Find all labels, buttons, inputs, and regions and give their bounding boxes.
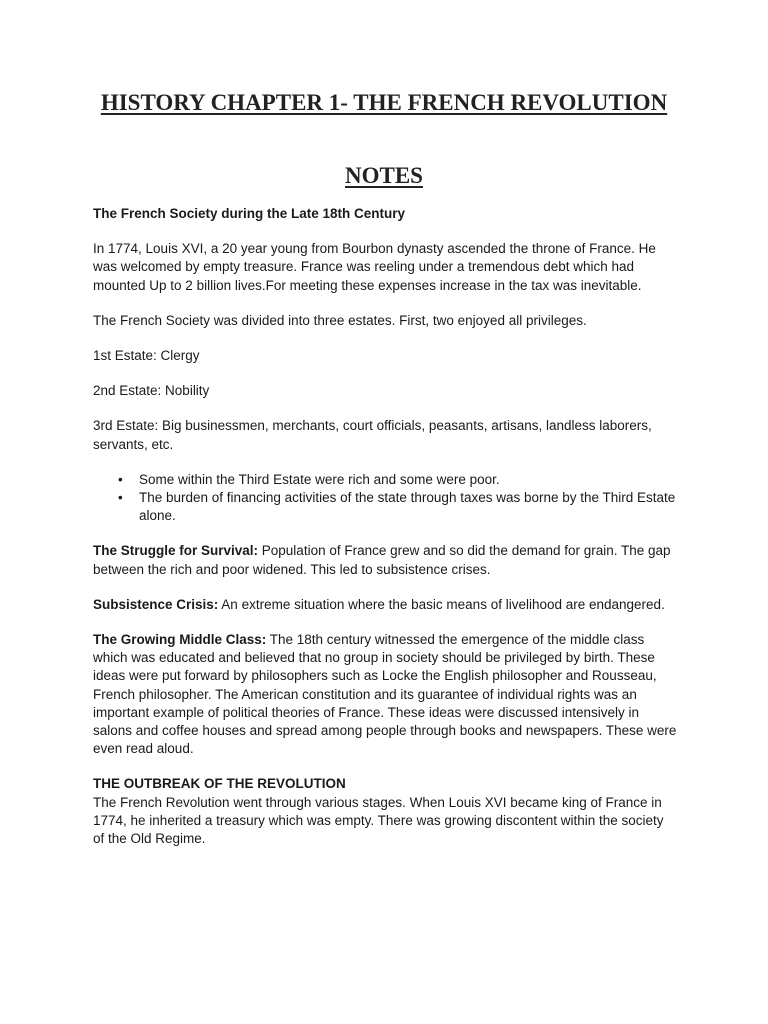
list-item xyxy=(118,489,678,525)
term-text: An extreme situation where the basic means of livelihood are endangered. xyxy=(218,596,665,612)
paragraph-second-estate: 2nd Estate: Nobility xyxy=(93,383,210,399)
term-label: Subsistence Crisis: xyxy=(93,596,219,612)
list-item-text: Some within the Third Estate were rich and some were poor. xyxy=(139,471,500,487)
notes-heading: NOTES xyxy=(345,163,423,188)
paragraph-struggle-for-survival xyxy=(93,542,678,578)
term-text: Population of France grew and so did the demand for grain. The gap between the rich and poor widened. This led to subsistence crises. xyxy=(93,543,671,577)
paragraph-louis-xvi: In 1774, Louis XVI, a 20 year young from Bourbon dynasty ascended the throne of France. He was welcomed by empty treasure. France was reeling under a tremendous debt which had mounted Up to 2 billion lives.For meeting these expenses increase in the tax was inevitable. xyxy=(93,241,656,293)
page-title: HISTORY CHAPTER 1- THE FRENCH REVOLUTION xyxy=(100,90,668,115)
paragraph-three-estates: The French Society was divided into three estates. First, two enjoyed all privileges. xyxy=(93,312,587,328)
paragraph-outbreak: The French Revolution went through various stages. When Louis XVI became king of France in 1774, he inherited a treasury which was empty. There was growing discontent within the society of the Old Regime. xyxy=(93,794,664,847)
document-body xyxy=(93,205,678,865)
section-heading-outbreak: THE OUTBREAK OF THE REVOLUTION xyxy=(93,776,346,792)
term-label: The Growing Middle Class: xyxy=(93,632,267,648)
bullet-icon: • xyxy=(118,471,123,487)
paragraph-subsistence-crisis xyxy=(93,596,678,614)
paragraph-growing-middle-class xyxy=(93,631,678,758)
list-item-text: The burden of financing activities of the state through taxes was borne by the Third Estate alone. xyxy=(139,490,676,524)
bullet-icon: • xyxy=(118,490,123,506)
term-text: The 18th century witnessed the emergence of the middle class which was educated and believed that no group in society should be privileged by birth. These ideas were put forward by philosophers such as Locke the English philosopher and Rousseau, French philosopher. The American constitution and its guarantee of individual rights was an important example of political theories of France. These ideas were discussed intensively in salons and coffee houses and spread among people through books and newspapers. These were even read aloud. xyxy=(93,632,677,757)
third-estate-bullet-list xyxy=(93,471,678,526)
list-item xyxy=(118,471,678,489)
paragraph-third-estate: 3rd Estate: Big businessmen, merchants, court officials, peasants, artisans, landless laborers, servants, etc. xyxy=(93,418,652,452)
paragraph-first-estate: 1st Estate: Clergy xyxy=(93,348,200,364)
term-label: The Struggle for Survival: xyxy=(93,543,259,559)
section-heading-french-society: The French Society during the Late 18th Century xyxy=(93,206,406,221)
